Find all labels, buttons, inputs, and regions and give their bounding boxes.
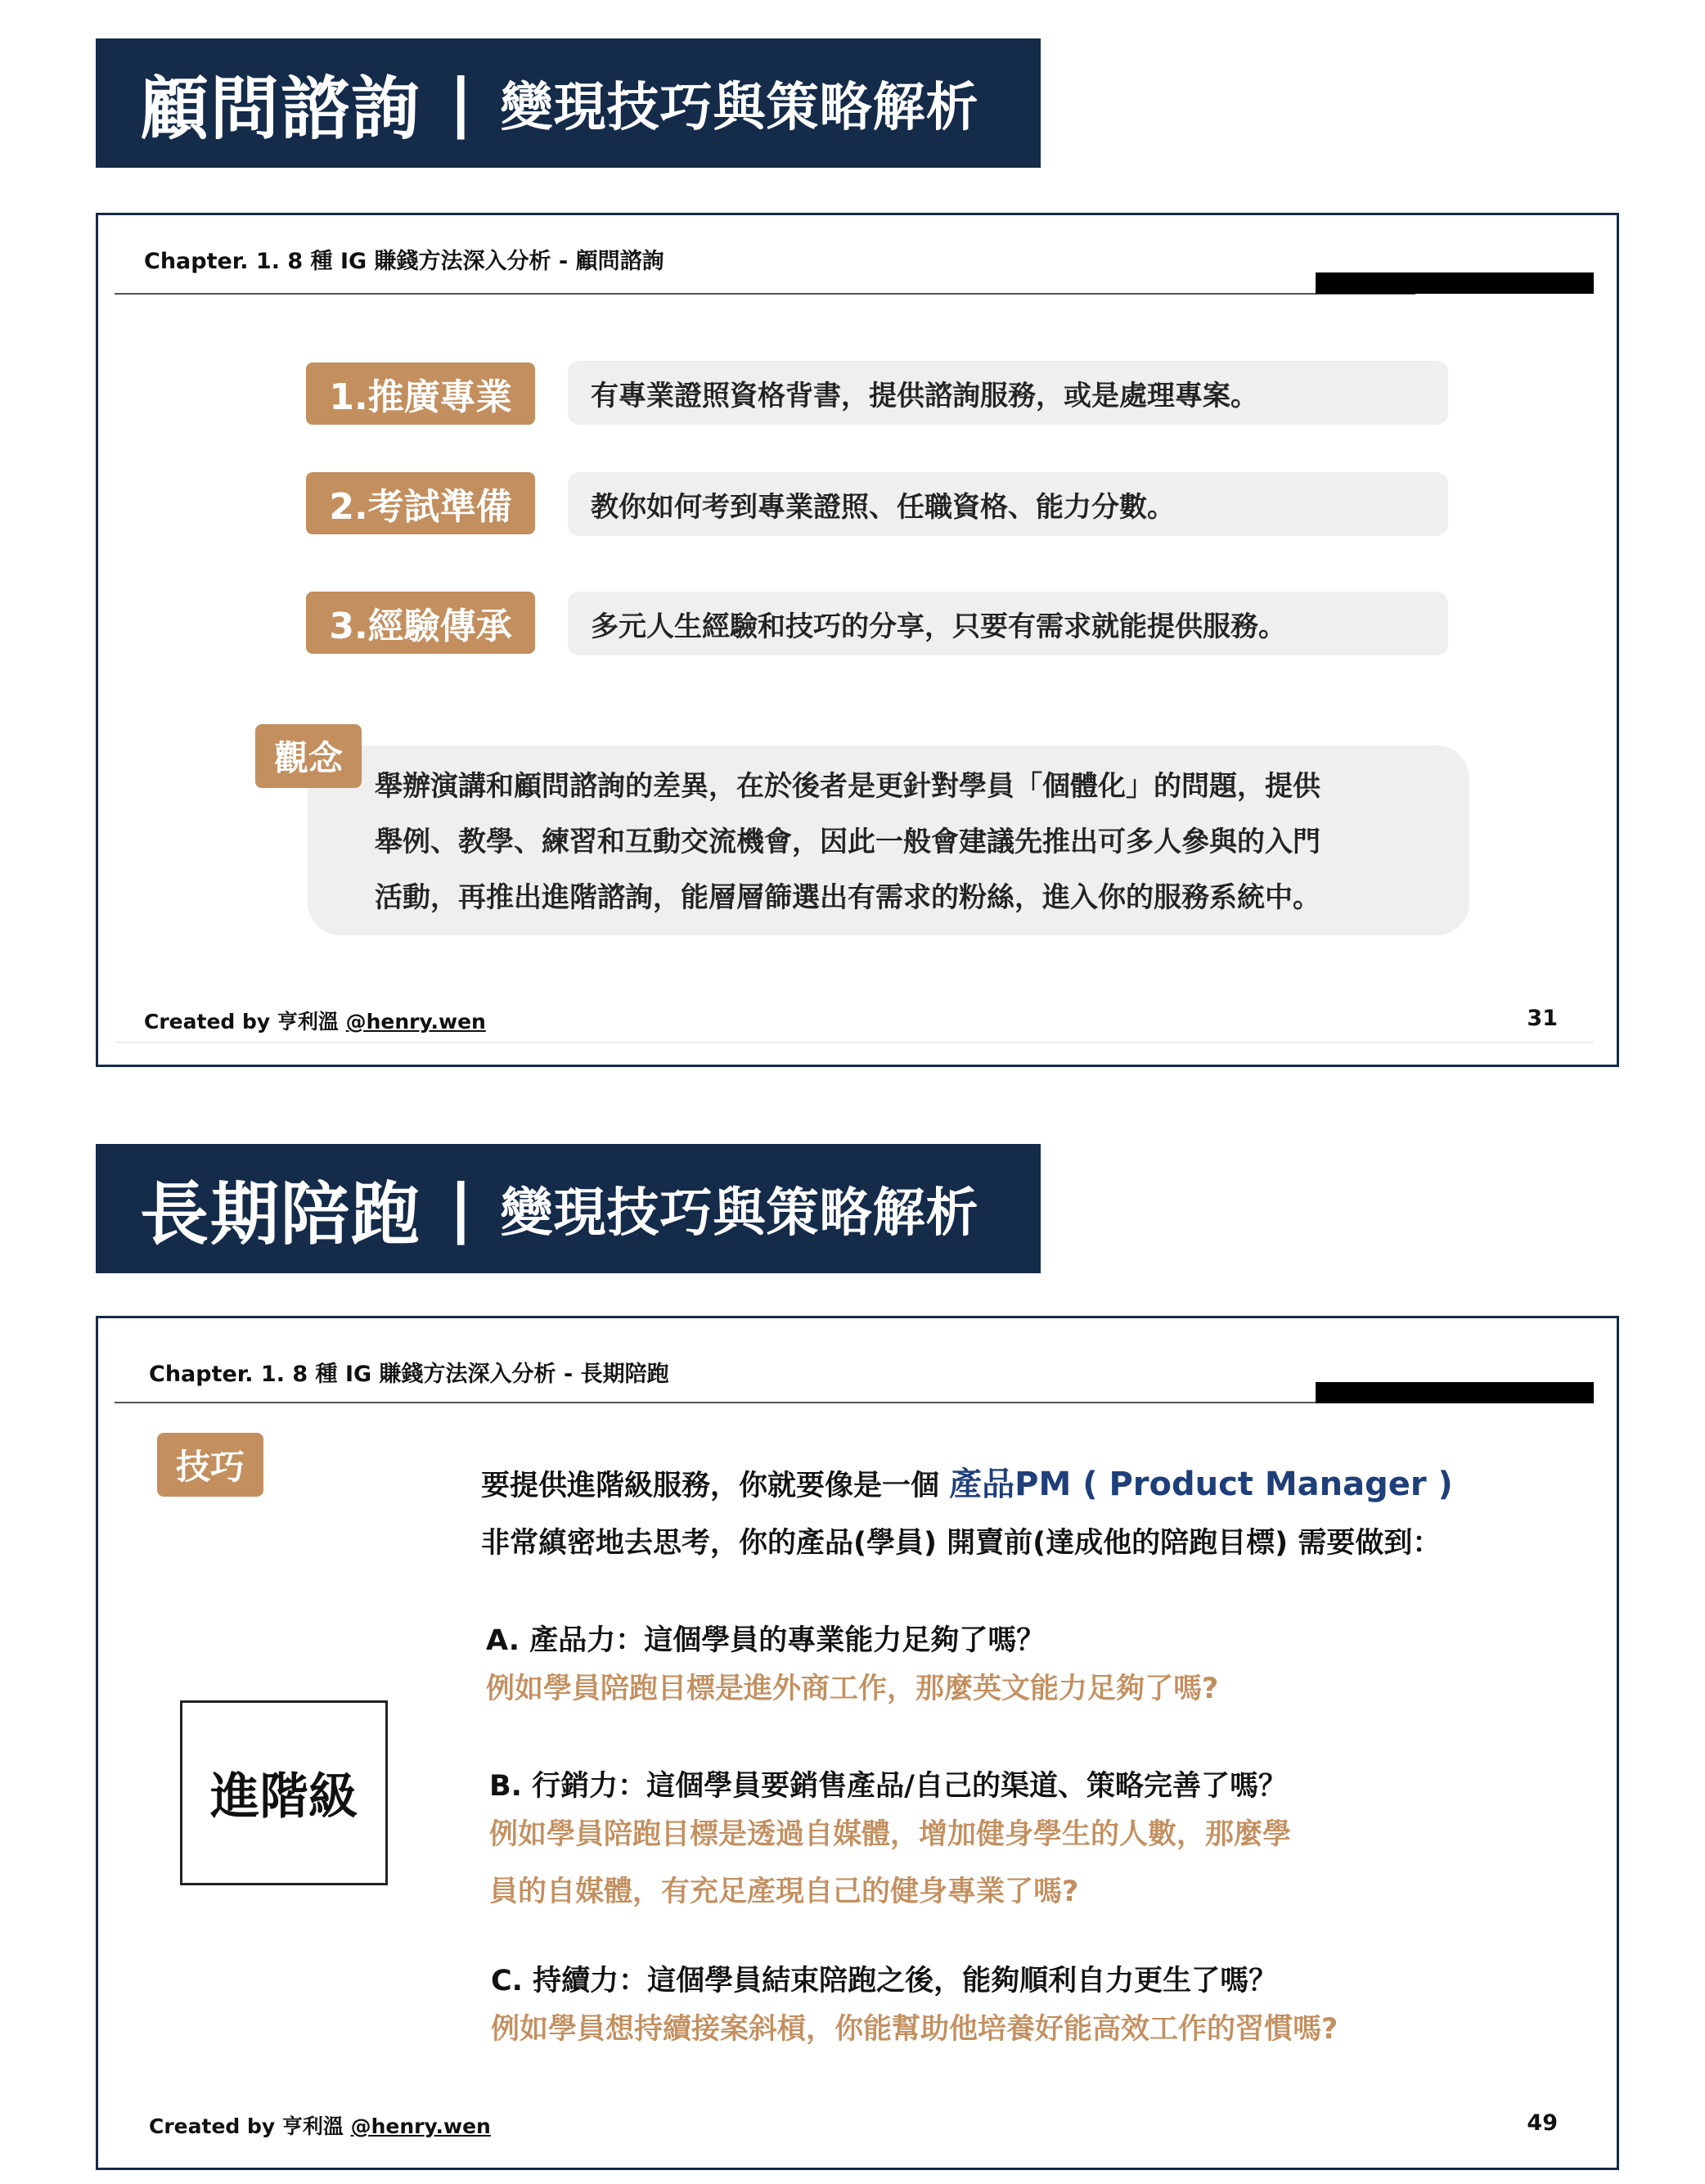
concept-tag: 觀念: [255, 724, 362, 788]
banner-separator: |: [449, 66, 473, 140]
footer-handle-link[interactable]: @henry.wen: [350, 2114, 491, 2138]
intro-line-2: 非常縝密地去思考，你的產品(學員) 開賣前(達成他的陪跑目標) 需要做到：: [481, 1527, 1442, 1560]
slide-card-consulting: [96, 213, 1619, 1067]
banner-separator: |: [449, 1172, 473, 1245]
item-tag: 3.經驗傳承: [306, 592, 535, 654]
level-box: 進階級: [180, 1700, 388, 1885]
footer-created-text: Created by 亨利溫: [144, 1010, 346, 1033]
item-tag: 2.考試準備: [306, 472, 535, 534]
concept-line: 舉辦演講和顧問諮詢的差異，在於後者是更針對學員「個體化」的問題，提供: [375, 770, 1320, 803]
section2-banner: [96, 1144, 1041, 1273]
chapter-heading: Chapter. 1. 8 種 IG 賺錢方法深入分析 - 顧問諮詢: [144, 249, 664, 274]
banner-subtitle: 變現技巧與策略解析: [500, 1183, 979, 1244]
banner-title: 長期陪跑: [140, 1173, 422, 1254]
header-rule: [115, 293, 1415, 295]
intro-prefix: 要提供進階級服務，你就要像是一個: [481, 1470, 950, 1502]
item-description: 多元人生經驗和技巧的分享，只要有需求就能提供服務。: [568, 592, 1448, 655]
pm-highlight: 產品PM ( Product Manager ): [949, 1466, 1453, 1503]
item-example: [489, 1806, 1291, 1921]
chapter-heading: Chapter. 1. 8 種 IG 賺錢方法深入分析 - 長期陪跑: [149, 1362, 669, 1387]
banner-title: 顧問諮詢: [140, 68, 422, 149]
intro-line-1: [481, 1456, 1453, 1515]
header-accent-bar: [1316, 1382, 1594, 1403]
page-number: 31: [1527, 1006, 1558, 1031]
item-question: C. 持續力：這個學員結束陪跑之後，能夠順利自力更生了嗎？: [491, 1965, 1278, 1997]
header-rule: [115, 1402, 1415, 1403]
page-number: 49: [1527, 2110, 1558, 2136]
footer-created-text: Created by 亨利溫: [149, 2114, 351, 2138]
intro-text: [481, 1456, 1453, 1572]
concept-box: [308, 745, 1469, 935]
concept-line: 舉例、教學、練習和互動交流機會，因此一般會建議先推出可多人參與的入門: [375, 826, 1320, 858]
technique-tag: 技巧: [157, 1433, 263, 1497]
footer-handle-link[interactable]: @henry.wen: [345, 1010, 486, 1033]
item-question: B. 行銷力：這個學員要銷售產品/自己的渠道、策略完善了嗎？: [489, 1770, 1287, 1803]
section1-banner: [96, 38, 1041, 168]
item-description: 有專業證照資格背書，提供諮詢服務，或是處理專案。: [568, 361, 1448, 425]
item-example: [486, 1660, 1218, 1718]
footer-credit: [149, 2110, 491, 2140]
item-example-line: 例如學員陪跑目標是透過自媒體，增加健身學生的人數，那麼學: [489, 1818, 1292, 1851]
item-description: 教你如何考到專業證照、任職資格、能力分數。: [568, 472, 1448, 536]
header-accent-bar: [1316, 272, 1594, 294]
item-question: A. 產品力：這個學員的專業能力足夠了嗎？: [486, 1624, 1046, 1657]
item-example-line: 例如學員陪跑目標是進外商工作，那麼英文能力足夠了嗎?: [486, 1673, 1219, 1705]
banner-subtitle: 變現技巧與策略解析: [500, 78, 979, 138]
item-example: [491, 2001, 1338, 2058]
item-example-line: 員的自媒體，有充足產現自己的健身專業了嗎?: [489, 1876, 1079, 1908]
concept-line: 活動，再推出進階諮詢，能層層篩選出有需求的粉絲，進入你的服務系統中。: [375, 881, 1320, 914]
item-tag: 1.推廣專業: [306, 362, 535, 425]
slide-card-coaching: [96, 1316, 1619, 2170]
footer-credit: [144, 1006, 486, 1035]
item-example-line: 例如學員想持續接案斜槓，你能幫助他培養好能高效工作的習慣嗎?: [491, 2013, 1338, 2046]
